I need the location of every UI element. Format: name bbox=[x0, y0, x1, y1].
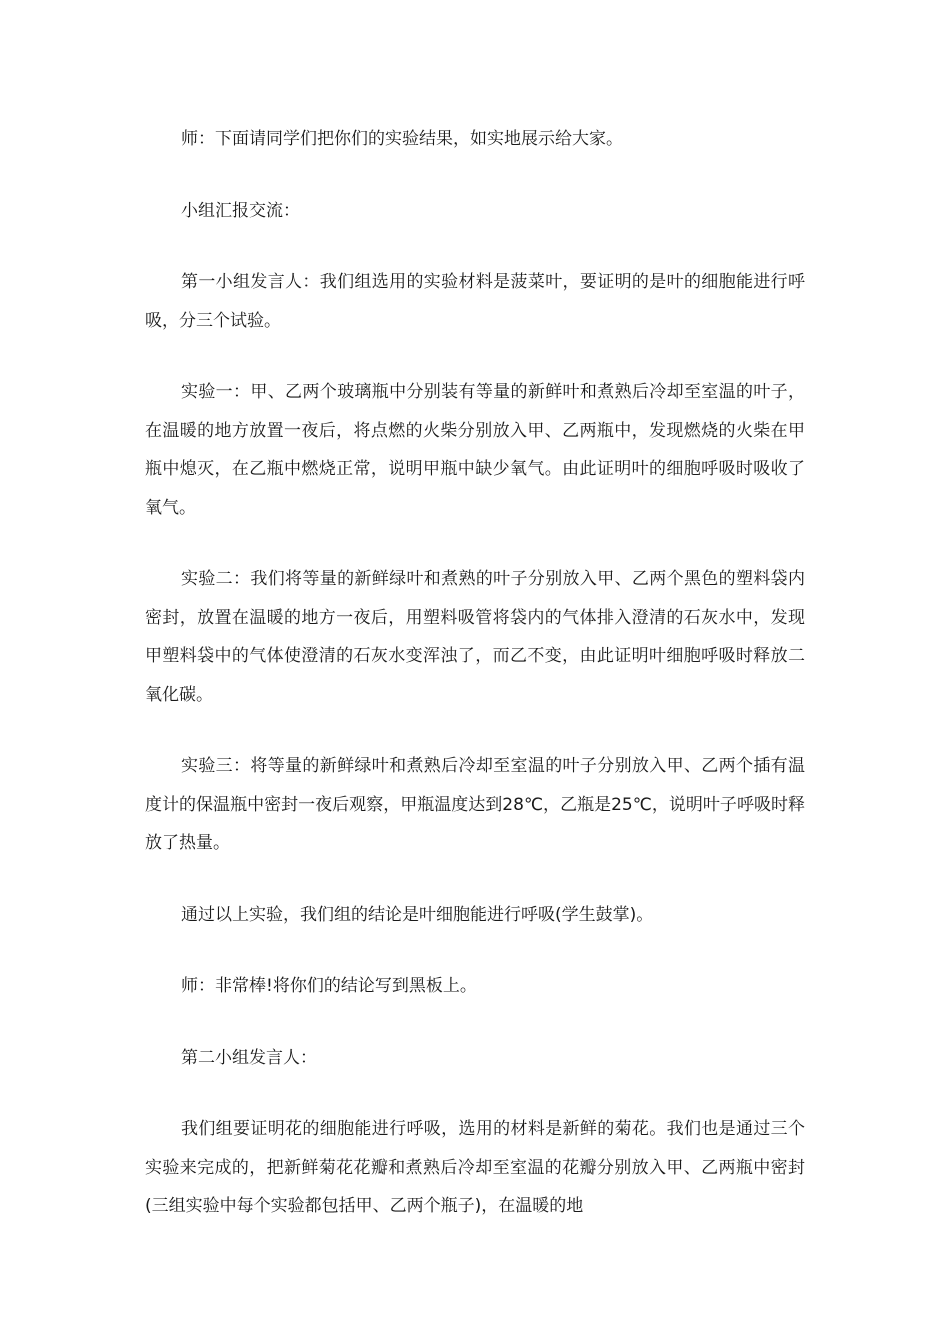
paragraph-experiment-1: 实验一：甲、乙两个玻璃瓶中分别装有等量的新鲜叶和煮熟后冷却至室温的叶子，在温暖的地方放置一夜后，将点燃的火柴分别放入甲、乙两瓶中，发现燃烧的火柴在甲瓶中熄灭，在乙瓶中燃烧正常，说明甲瓶中缺少氧气。由此证明叶的细胞呼吸时吸收了氧气。 bbox=[145, 382, 805, 518]
paragraph-group1-speaker: 第一小组发言人：我们组选用的实验材料是菠菜叶，要证明的是叶的细胞能进行呼吸，分三个试验。 bbox=[145, 272, 805, 331]
paragraph-experiment-3: 实验三：将等量的新鲜绿叶和煮熟后冷却至室温的叶子分别放入甲、乙两个插有温度计的保温瓶中密封一夜后观察，甲瓶温度达到28℃，乙瓶是25℃，说明叶子呼吸时释放了热量。 bbox=[145, 756, 805, 853]
paragraph-group-report-heading: 小组汇报交流： bbox=[181, 200, 300, 221]
paragraph-group2-speaker: 第二小组发言人： bbox=[181, 1047, 317, 1068]
paragraph-teacher-praise: 师：非常棒!将你们的结论写到黑板上。 bbox=[181, 976, 477, 996]
paragraph-experiment-2: 实验二：我们将等量的新鲜绿叶和煮熟的叶子分别放入甲、乙两个黑色的塑料袋内密封，放置在温暖的地方一夜后，用塑料吸管将袋内的气体排入澄清的石灰水中，发现甲塑料袋中的气体使澄清的石灰水变浑浊了，而乙不变，由此证明叶细胞呼吸时释放二氧化碳。 bbox=[145, 569, 805, 705]
paragraph-group1-conclusion: 通过以上实验，我们组的结论是叶细胞能进行呼吸(学生鼓掌)。 bbox=[181, 904, 654, 925]
paragraph-group2-experiment: 我们组要证明花的细胞能进行呼吸，选用的材料是新鲜的菊花。我们也是通过三个实验来完成的，把新鲜菊花花瓣和煮熟后冷却至室温的花瓣分别放入甲、乙两瓶中密封(三组实验中每个实验都包括甲、乙两个瓶子)，在温暖的地 bbox=[145, 1119, 805, 1216]
document-body bbox=[145, 120, 805, 1226]
paragraph-teacher-prompt: 师：下面请同学们把你们的实验结果，如实地展示给大家。 bbox=[181, 129, 623, 149]
